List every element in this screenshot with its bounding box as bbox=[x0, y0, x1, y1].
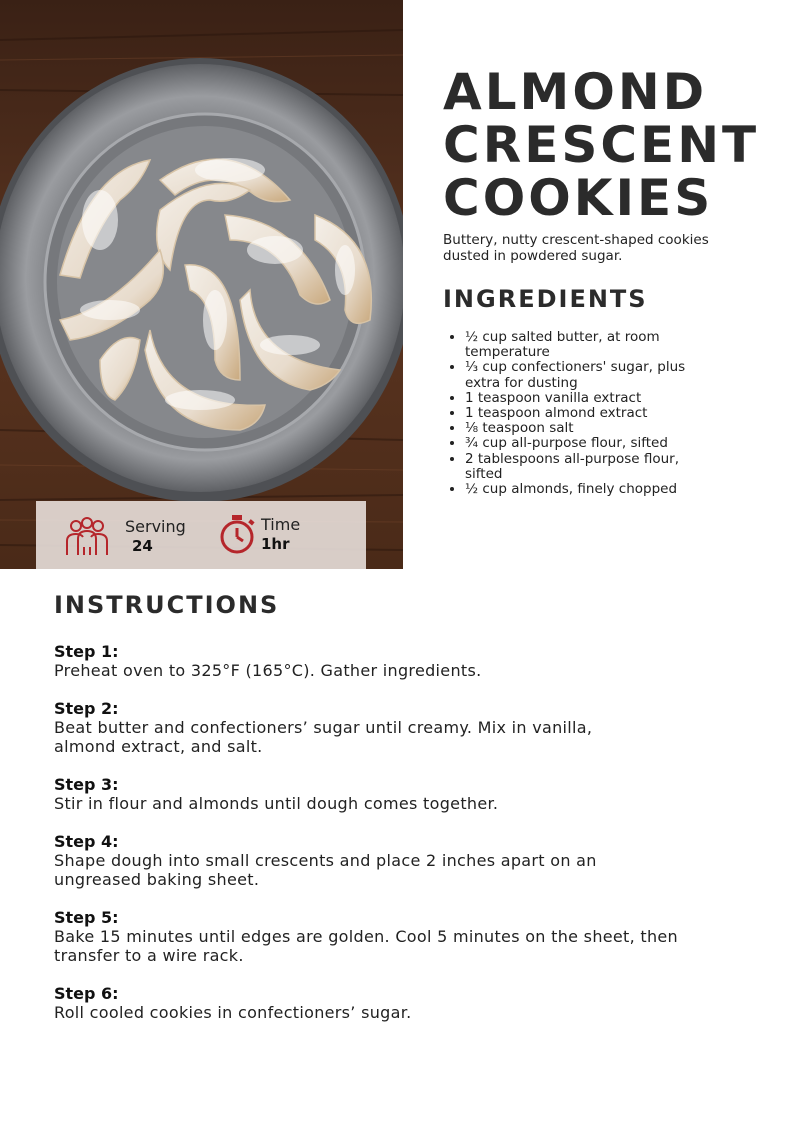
title-line: COOKIES bbox=[443, 169, 714, 227]
serving-label: Serving bbox=[125, 517, 186, 536]
step-label: Step 5: bbox=[54, 908, 119, 927]
ingredient-item: • ½ cup almonds, finely chopped bbox=[465, 482, 705, 497]
instructions-steps bbox=[54, 642, 754, 1041]
ingredient-item: • ½ cup salted butter, at room temperature bbox=[465, 330, 705, 360]
recipe-title bbox=[443, 63, 793, 227]
title-line: ALMOND bbox=[443, 63, 708, 121]
step bbox=[54, 984, 754, 1022]
ingredient-item: • 2 tablespoons all-purpose flour, sifted bbox=[465, 452, 705, 482]
ingredient-item: • ⅓ cup confectioners' sugar, plus extra for dusting bbox=[465, 360, 705, 390]
step-text: Beat butter and confectioners’ sugar until creamy. Mix in vanilla, almond extract, and salt. bbox=[54, 718, 593, 756]
ingredients-heading: INGREDIENTS bbox=[443, 285, 648, 313]
step-text: Stir in flour and almonds until dough comes together. bbox=[54, 794, 499, 813]
step-label: Step 6: bbox=[54, 984, 119, 1003]
step-label: Step 4: bbox=[54, 832, 119, 851]
step bbox=[54, 908, 754, 965]
time-info bbox=[219, 513, 257, 555]
step-text: Preheat oven to 325°F (165°C). Gather ingredients. bbox=[54, 661, 482, 680]
title-line: CRESCENT bbox=[443, 116, 760, 174]
step bbox=[54, 832, 754, 889]
recipe-photo bbox=[0, 0, 403, 569]
step-text: Bake 15 minutes until edges are golden. Cool 5 minutes on the sheet, then transfer to a wire rack. bbox=[54, 927, 678, 965]
ingredient-item: • 1 teaspoon vanilla extract bbox=[465, 391, 705, 406]
recipe-info-box bbox=[36, 501, 366, 569]
step bbox=[54, 699, 754, 756]
ingredient-item: • ¾ cup all-purpose flour, sifted bbox=[465, 436, 705, 451]
stopwatch-icon bbox=[219, 513, 257, 555]
ingredient-item: • 1 teaspoon almond extract bbox=[465, 406, 705, 421]
cookies-photo bbox=[0, 0, 403, 569]
serving-info bbox=[64, 517, 110, 557]
instructions-heading: INSTRUCTIONS bbox=[54, 591, 280, 619]
recipe-subtitle: Buttery, nutty crescent-shaped cookies dusted in powdered sugar. bbox=[443, 232, 709, 264]
step bbox=[54, 775, 754, 813]
time-label: Time bbox=[261, 515, 301, 534]
step-label: Step 2: bbox=[54, 699, 119, 718]
step-text: Shape dough into small crescents and place 2 inches apart on an ungreased baking sheet. bbox=[54, 851, 597, 889]
ingredients-list bbox=[447, 330, 705, 497]
people-icon bbox=[64, 517, 110, 557]
step bbox=[54, 642, 754, 680]
time-value: 1hr bbox=[261, 535, 290, 553]
serving-value: 24 bbox=[132, 537, 153, 555]
step-label: Step 1: bbox=[54, 642, 119, 661]
step-text: Roll cooled cookies in confectioners’ sugar. bbox=[54, 1003, 412, 1022]
ingredient-item: • ⅛ teaspoon salt bbox=[465, 421, 705, 436]
step-label: Step 3: bbox=[54, 775, 119, 794]
